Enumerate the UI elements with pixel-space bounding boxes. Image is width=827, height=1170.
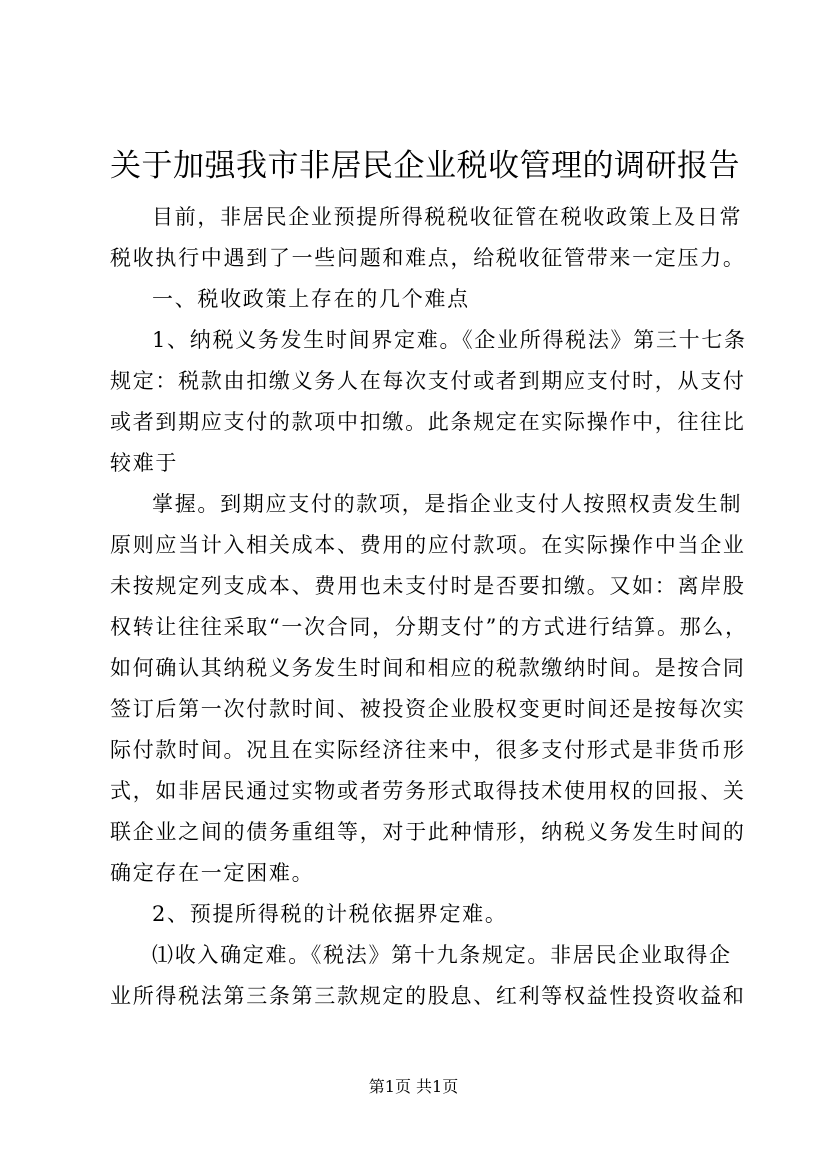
- paragraph-line: 较难于: [110, 451, 179, 475]
- paragraph-line: ⑴收入确定难。《税法》第十九条规定。非居民企业取得企: [152, 943, 732, 967]
- section-heading: 一、税收政策上存在的几个难点: [152, 287, 470, 311]
- paragraph-line: 式，如非居民通过实物或者劳务形式取得技术使用权的回报、关: [110, 779, 746, 803]
- paragraph-line: 1、纳税义务发生时间界定难。《企业所得税法》第三十七条: [152, 328, 747, 352]
- paragraph-line: 如何确认其纳税义务发生时间和相应的税款缴纳时间。是按合同: [110, 656, 746, 680]
- paragraph-line: 掌握。到期应支付的款项，是指企业支付人按照权责发生制: [152, 492, 743, 516]
- paragraph-line: 规定：税款由扣缴义务人在每次支付或者到期应支付时，从支付: [110, 369, 746, 393]
- paragraph-line: 未按规定列支成本、费用也未支付时是否要扣缴。又如：离岸股: [110, 574, 746, 598]
- paragraph-line: 或者到期应支付的款项中扣缴。此条规定在实际操作中，往往比: [110, 410, 746, 434]
- section-heading: 2、预提所得税的计税依据界定难。: [152, 902, 508, 926]
- paragraph-line: 联企业之间的债务重组等，对于此种情形，纳税义务发生时间的: [110, 820, 746, 844]
- paragraph-line: 原则应当计入相关成本、费用的应付款项。在实际操作中当企业: [110, 533, 746, 557]
- page-number-footer: 第1页 共1页: [368, 1077, 459, 1096]
- paragraph-line: 权转让往往采取“一次合同，分期支付”的方式进行结算。那么，: [110, 615, 748, 639]
- paragraph-line: 际付款时间。况且在实际经济往来中，很多支付形式是非货币形: [110, 738, 746, 762]
- paragraph-line: 目前，非居民企业预提所得税税收征管在税收政策上及日常: [152, 205, 743, 229]
- paragraph-line: 业所得税法第三条第三款规定的股息、红利等权益性投资收益和: [110, 984, 746, 1008]
- document-title: 关于加强我市非居民企业税收管理的调研报告: [110, 148, 740, 184]
- paragraph-line: 税收执行中遇到了一些问题和难点，给税收征管带来一定压力。: [110, 246, 746, 270]
- paragraph-line: 签订后第一次付款时间、被投资企业股权变更时间还是按每次实: [110, 697, 746, 721]
- paragraph-line: 确定存在一定困难。: [110, 861, 315, 885]
